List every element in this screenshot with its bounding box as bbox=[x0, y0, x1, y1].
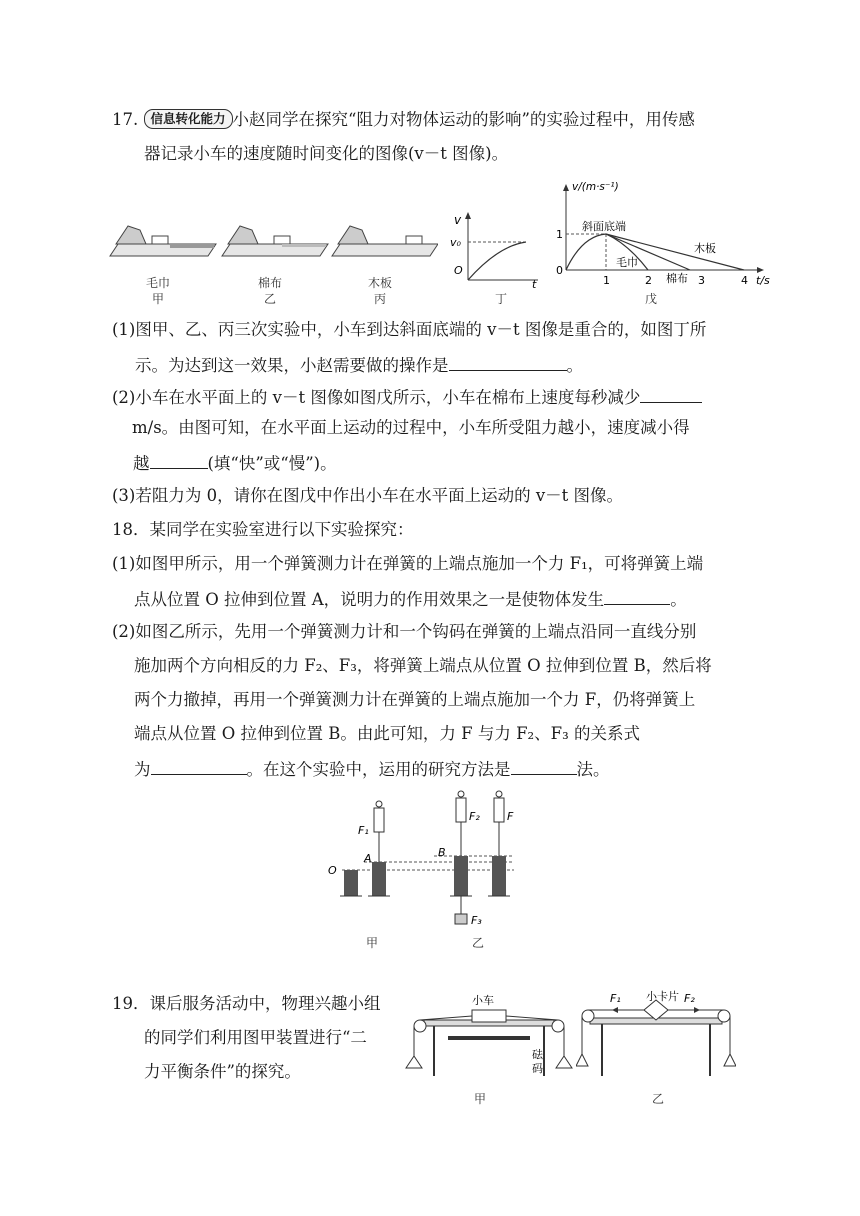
label-weight-2: 码 bbox=[532, 1062, 543, 1075]
wu-label-cotton: 棉布 bbox=[666, 272, 688, 285]
q18-part2-line3: 两个力撤掉，再用一个弹簧测力计在弹簧的上端点施加一个力 F，仍将弹簧上 bbox=[134, 690, 696, 709]
q17-part1-end: 。 bbox=[566, 356, 583, 375]
caption-bing-surface: 木板 bbox=[367, 276, 392, 290]
answer-blank-q17-2b[interactable] bbox=[150, 450, 208, 469]
caption-ding: 丁 bbox=[494, 292, 507, 306]
label-F1: F₁ bbox=[610, 992, 621, 1005]
spring-figure bbox=[324, 786, 524, 946]
label-F: F bbox=[507, 810, 514, 823]
incline-figure-bing bbox=[332, 226, 438, 256]
label-F3: F₃ bbox=[471, 914, 482, 927]
graph-wu bbox=[548, 178, 778, 290]
question-17-line-2: 器记录小车的速度随时间变化的图像(v－t 图像)。 bbox=[144, 144, 509, 163]
q17-part1-line2 bbox=[135, 352, 583, 378]
spring-yi-2 bbox=[488, 791, 510, 896]
answer-blank-q17-1[interactable] bbox=[449, 352, 567, 371]
label-F1: F₁ bbox=[358, 824, 369, 837]
label-O: O bbox=[328, 864, 337, 877]
spring-caption-yi: 乙 bbox=[471, 936, 484, 950]
q18-part2-text-c: 法。 bbox=[576, 760, 610, 779]
question-number: 17. bbox=[112, 110, 139, 129]
wu-tick-y1: 1 bbox=[556, 228, 563, 241]
question-17-line-1 bbox=[112, 108, 695, 132]
ding-v0-label: v₀ bbox=[450, 236, 461, 249]
q18-part2-line4: 端点从位置 O 拉伸到位置 B。由此可知，力 F 与力 F₂、F₃ 的关系式 bbox=[134, 724, 640, 743]
q17-part2-line2: m/s。由图可知，在水平面上运动的过程中，小车所受阻力越小，速度减小得 bbox=[132, 418, 690, 437]
wu-x-axis-label: t/s bbox=[756, 274, 770, 287]
q17-part2-line1 bbox=[112, 384, 702, 410]
answer-blank-q18-2a[interactable] bbox=[151, 756, 247, 775]
caption-bing: 丙 bbox=[373, 292, 386, 306]
spring-jia-2 bbox=[368, 801, 390, 896]
answer-blank-q18-1[interactable] bbox=[604, 586, 670, 605]
label-F2: F₂ bbox=[684, 992, 695, 1005]
wu-tick-x1: 1 bbox=[603, 274, 610, 287]
ding-t-label: t bbox=[532, 278, 537, 290]
q18-part1-text: 点从位置 O 拉伸到位置 A，说明力的作用效果之一是使物体发生 bbox=[134, 590, 605, 609]
question-text: 课后服务活动中，物理兴趣小组 bbox=[149, 994, 381, 1013]
q18-part2-text-a: 为 bbox=[134, 760, 151, 779]
answer-blank-q17-2a[interactable] bbox=[640, 384, 702, 403]
question-19-line-1 bbox=[112, 992, 381, 1016]
balance-figure-yi bbox=[576, 986, 736, 1086]
balance-figure-jia bbox=[404, 990, 574, 1086]
label-car: 小车 bbox=[472, 994, 494, 1007]
q18-part2-text-b: 。在这个实验中，运用的研究方法是 bbox=[246, 760, 511, 779]
question-18-head: 18．某同学在实验室进行以下实验探究： bbox=[112, 520, 414, 539]
q18-part1-line1: (1)如图甲所示，用一个弹簧测力计在弹簧的上端点施加一个力 F₁，可将弹簧上端 bbox=[112, 554, 704, 573]
label-weight-1: 砝 bbox=[532, 1048, 543, 1061]
balance-caption-jia: 甲 bbox=[473, 1092, 486, 1106]
label-B: B bbox=[438, 846, 446, 859]
incline-figure-jia bbox=[110, 226, 216, 256]
caption-jia: 甲 bbox=[151, 292, 164, 306]
question-text: 小赵同学在探究“阻力对物体运动的影响”的实验过程中，用传感 bbox=[232, 110, 695, 129]
caption-yi: 乙 bbox=[263, 292, 276, 306]
q17-part1-text: 示。为达到这一效果，小赵需要做的操作是 bbox=[135, 356, 449, 375]
q18-part2-line2: 施加两个方向相反的力 F₂、F₃，将弹簧上端点从位置 O 拉伸到位置 B，然后将 bbox=[134, 656, 712, 675]
q18-part2-line5 bbox=[134, 756, 610, 782]
wu-label-incline-bottom: 斜面底端 bbox=[582, 220, 626, 233]
label-F2: F₂ bbox=[469, 810, 480, 823]
ability-tag: 信息转化能力 bbox=[144, 109, 233, 129]
q17-part2-hint: (填“快”或“慢”)。 bbox=[207, 454, 337, 473]
incline-figures bbox=[108, 214, 438, 274]
answer-blank-q18-2b[interactable] bbox=[511, 756, 577, 775]
wu-tick-x4: 4 bbox=[741, 274, 748, 287]
q17-part3: (3)若阻力为 0，请你在图戊中作出小车在水平面上运动的 v－t 图像。 bbox=[112, 486, 624, 505]
incline-figure-yi bbox=[222, 226, 328, 256]
question-number: 19． bbox=[112, 994, 150, 1013]
wu-tick-origin: 0 bbox=[556, 264, 563, 277]
ding-origin: O bbox=[454, 264, 463, 277]
wu-tick-x3: 3 bbox=[698, 274, 705, 287]
caption-yi-surface: 棉布 bbox=[257, 276, 282, 290]
wu-y-axis-label: v/(m·s⁻¹) bbox=[572, 181, 619, 193]
q18-part2-line1: (2)如图乙所示，先用一个弹簧测力计和一个钩码在弹簧的上端点沿同一直线分别 bbox=[112, 622, 697, 641]
question-19-line-2: 的同学们利用图甲装置进行“二 bbox=[144, 1028, 367, 1047]
q17-part2-line3 bbox=[133, 450, 337, 476]
q18-part1-end: 。 bbox=[670, 590, 687, 609]
q17-part2-text: (2)小车在水平面上的 v－t 图像如图戊所示，小车在棉布上速度每秒减少 bbox=[112, 388, 641, 407]
spring-jia-1 bbox=[340, 870, 362, 896]
q18-part1-line2 bbox=[134, 586, 687, 612]
question-19-line-3: 力平衡条件”的探究。 bbox=[144, 1062, 301, 1081]
spring-caption-jia: 甲 bbox=[365, 936, 378, 950]
label-card: 小卡片 bbox=[646, 990, 679, 1003]
caption-jia-surface: 毛巾 bbox=[145, 276, 170, 290]
wu-label-wood: 木板 bbox=[694, 242, 716, 255]
label-A: A bbox=[364, 852, 372, 865]
q17-part1-line1: (1)图甲、乙、丙三次实验中，小车到达斜面底端的 v－t 图像是重合的，如图丁所 bbox=[112, 320, 707, 339]
wu-label-towel: 毛巾 bbox=[616, 256, 638, 269]
balance-caption-yi: 乙 bbox=[651, 1092, 664, 1106]
ding-v-label: v bbox=[454, 213, 462, 227]
wu-tick-x2: 2 bbox=[645, 274, 652, 287]
q17-part2-text-b: 越 bbox=[133, 454, 150, 473]
caption-wu: 戊 bbox=[644, 292, 657, 306]
graph-ding bbox=[448, 210, 544, 290]
